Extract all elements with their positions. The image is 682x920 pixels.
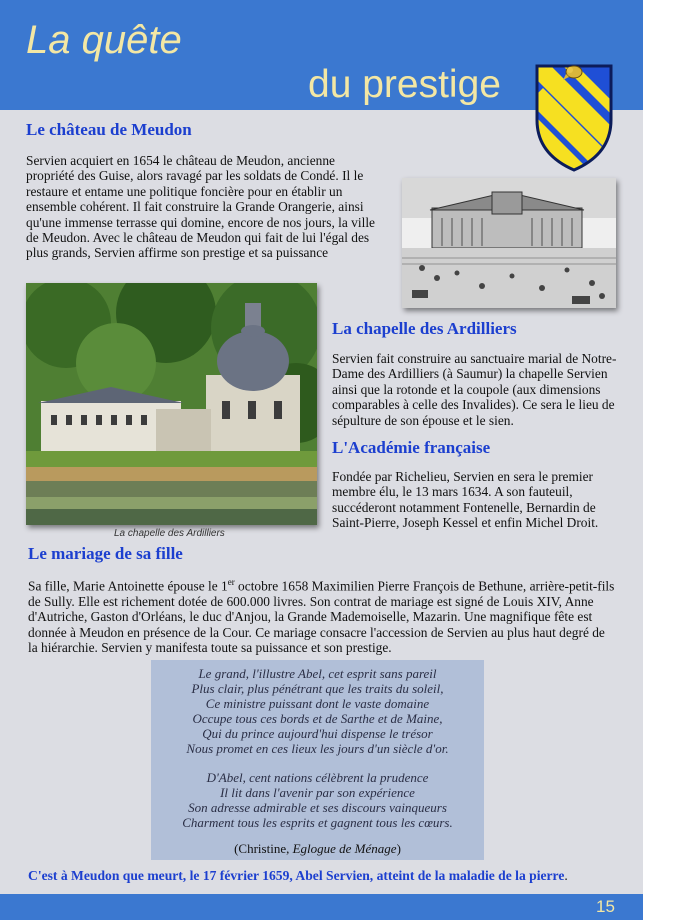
chapelle-photo-drawing [26, 283, 317, 525]
heading-chateau-meudon: Le château de Meudon [26, 120, 192, 139]
poem-line: Qui du prince aujourd'hui dispense le trésor [202, 726, 433, 741]
attribution-work: Eglogue de Ménage [292, 841, 397, 856]
poem-line: Plus clair, plus pénétrant que les traits du soleil, [191, 681, 444, 696]
photo-caption: La chapelle des Ardilliers [114, 528, 225, 539]
poem-line: Occupe tous ces bords et de Sarthe et de Maine, [192, 711, 443, 726]
heading-chapelle-ardilliers: La chapelle des Ardilliers [332, 319, 517, 338]
heading-mariage-fille [28, 544, 183, 564]
poem-line: Son adresse admirable et ses discours vainqueurs [188, 800, 447, 815]
mariage-ordinal-sup: er [227, 577, 235, 587]
heading-academie-francaise: L'Académie française [332, 438, 491, 457]
poem-line: D'Abel, cent nations célèbrent la prudence [206, 770, 429, 785]
poem-attribution [151, 841, 484, 856]
page-title-line2: du prestige [308, 63, 501, 106]
poem-line: Charment tous les esprits et gagnent tous les cœurs. [182, 815, 453, 830]
mariage-text-start: Sa fille, Marie Antoinette épouse le 1 [28, 578, 228, 594]
attribution-author: (Christine, [234, 841, 293, 856]
poem-box [151, 660, 484, 860]
poem-line: Nous promet en ces lieux les jours d'un siècle d'or. [186, 741, 449, 756]
mariage-text-rest: octobre 1658 Maximilien Pierre François de Bethune, arrière-petit-fils de Sully. Elle est richement dotée de 600.000 livres. Son contrat de mariage est signé de Louis XIV, Anne d'Autriche, Gaston d'Orléans, le duc d'Anjou, la Grande Mademoiselle, Mazarin. Une magnifique fête est donnée à Meudon en présence de la Cour. Ce mariage consacre l'accession de Servien au plus haut degré de la hiérarchie. Servien y manifesta toute sa puissance et son prestige. [28, 578, 615, 656]
attribution-end: ) [396, 841, 401, 856]
coat-of-arms-icon [529, 58, 619, 176]
closing-period: . [564, 868, 568, 883]
chapelle-ardilliers-photo [26, 283, 317, 525]
paragraph-chateau-meudon: Servien acquiert en 1654 le château de Meudon, ancienne propriété des Guise, alors ravagé par les soldats de Condé. Il le restaure et entame une politique foncière pour en établir un ensemble cohérent. Il fait construire la Grande Orangerie, ainsi qu'une immense terrasse qui domine, encore de nos jours, la ville de Meudon. Avec le château de Meudon qui fait de lui l'égal des plus grands, Servien affirme son prestige et sa puissance [26, 153, 375, 261]
right-margin [643, 0, 682, 920]
paragraph-academie-francaise: Fondée par Richelieu, Servien en sera le premier membre élu, le 13 mars 1634. A son fauteuil, succéderont notamment Fontenelle, Bernardin de Saint-Pierre, Joseph Kessel et enfin Michel Droit. [332, 469, 599, 531]
page-title-line1: La quête [26, 18, 182, 62]
chateau-meudon-engraving [402, 178, 616, 308]
page-number: 15 [596, 897, 615, 916]
paragraph-chapelle-ardilliers: Servien fait construire au sanctuaire marial de Notre-Dame des Ardilliers (à Saumur) la chapelle Servien ainsi que la rotonde et la coupole (aux dimensions comparables à celle des Invalides). Ce sera le lieu de sépulture de son épouse et le sien. [332, 351, 617, 428]
paragraph-mariage-fille [28, 575, 616, 656]
heading-mariage-text: Le mariage de sa fille [28, 544, 183, 563]
bottom-band [0, 894, 643, 920]
closing-sentence [28, 868, 568, 884]
engraving-drawing [402, 178, 616, 308]
closing-text: C'est à Meudon que meurt, le 17 février 1659, Abel Servien, atteint de la maladie de la pierre [28, 868, 565, 883]
poem-line: Le grand, l'illustre Abel, cet esprit sans pareil [198, 666, 437, 681]
poem-line: Il lit dans l'avenir par son expérience [220, 785, 415, 800]
poem-line: Ce ministre puissant dont le vaste domaine [205, 696, 430, 711]
